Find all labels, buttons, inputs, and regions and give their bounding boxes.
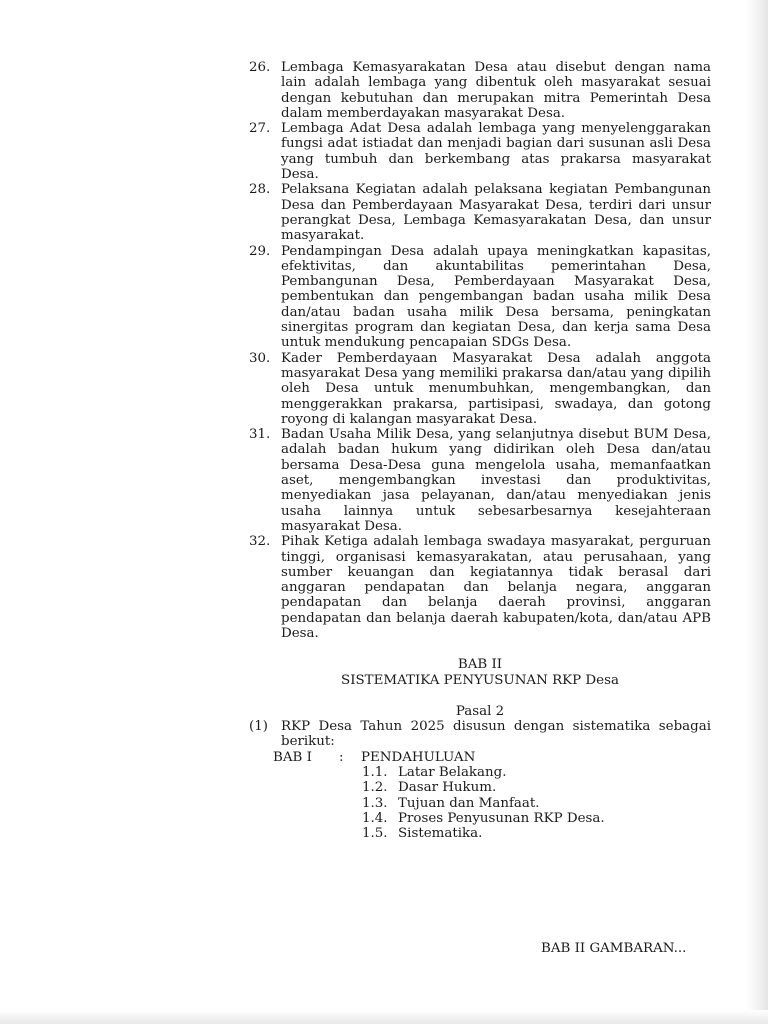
chapter-one-entry (273, 750, 711, 765)
item-number: 27. (249, 121, 271, 137)
article-paragraph-1 (249, 719, 711, 750)
sub-item-text: Latar Belakang. (398, 765, 507, 781)
sub-item-number: 1.4. (362, 810, 388, 826)
definition-item-26 (249, 60, 711, 121)
document-body (249, 60, 711, 842)
definition-item-31 (249, 427, 711, 534)
item-number: 32. (249, 534, 271, 550)
sub-item-number: 1.2. (362, 780, 388, 796)
chapter-subtitle: SISTEMATIKA PENYUSUNAN RKP Desa (341, 672, 619, 688)
item-number: 30. (249, 350, 271, 366)
next-page-catchword: BAB II GAMBARAN... (541, 941, 687, 956)
item-text: Lembaga Kemasyarakatan Desa atau disebut dengan nama lain adalah lembaga yang dibentuk oleh masyarakat sesuai dengan kebutuhan dan merupakan mitra Pemerintah Desa dalam memberdayakan masyarakat Desa. (281, 60, 711, 121)
sub-item-number: 1.1. (362, 765, 388, 781)
definition-item-32 (249, 534, 711, 641)
definition-item-30 (249, 351, 711, 427)
sub-item-text: Dasar Hukum. (398, 780, 497, 796)
item-text: Badan Usaha Milik Desa, yang selanjutnya disebut BUM Desa, adalah badan hukum yang didirikan oleh Desa dan/atau bersama Desa-Desa guna mengelola usaha, memanfaatkan aset, mengembangkan investasi dan produktivitas, menyediakan jasa pelayanan, dan/atau menyediakan jenis usaha lainnya untuk sebesarbesarnya kesejahteraan masyarakat Desa. (281, 427, 711, 534)
paragraph-text: RKP Desa Tahun 2025 disusun dengan sistematika sebagai berikut: (281, 719, 711, 750)
sub-item (362, 826, 711, 841)
sub-item-number: 1.5. (362, 826, 388, 842)
item-text: Pendampingan Desa adalah upaya meningkatkan kapasitas, efektivitas, dan akuntabilitas pemerintahan Desa, Pembangunan Desa, Pemberdayaan Masyarakat Desa, pembentukan dan pengembangan badan usaha milik Desa dan/atau badan usaha milik Desa bersama, peningkatan sinergitas program dan kegiatan Desa, dan kerja sama Desa untuk mendukung pencapaian SDGs Desa. (281, 243, 711, 351)
sub-item (362, 811, 711, 826)
definition-item-28 (249, 182, 711, 243)
definition-item-29 (249, 244, 711, 351)
chapter-title: BAB II (457, 657, 503, 673)
item-number: 29. (249, 243, 271, 259)
item-text: Kader Pemberdayaan Masyarakat Desa adalah anggota masyarakat Desa yang memiliki prakarsa dan/atau yang dipilih oleh Desa untuk menumbuhkan, mengembangkan, dan menggerakkan prakarsa, partisipasi, swadaya, dan gotong royong di kalangan masyarakat Desa. (281, 350, 711, 427)
item-text: Pelaksana Kegiatan adalah pelaksana kegiatan Pembangunan Desa dan Pemberdayaan Masyarakat Desa, terdiri dari unsur perangkat Desa, Lembaga Kemasyarakatan Desa, dan unsur masyarakat. (281, 182, 711, 244)
paragraph-number: (1) (249, 719, 268, 735)
item-text: Lembaga Adat Desa adalah lembaga yang menyelenggarakan fungsi adat istiadat dan menjadi bagian dari susunan asli Desa yang tumbuh dan berkembang atas prakarsa masyarakat Desa. (281, 121, 711, 183)
page-edge (746, 0, 768, 1024)
chapter-separator: : (339, 749, 344, 765)
sub-item (362, 796, 711, 811)
item-number: 26. (249, 60, 271, 75)
sub-item (362, 765, 711, 780)
sub-item-text: Tujuan dan Manfaat. (398, 795, 540, 811)
sub-item-text: Proses Penyusunan RKP Desa. (398, 810, 605, 826)
definition-item-27 (249, 121, 711, 182)
page-bottom-edge (0, 1010, 768, 1024)
chapter-name: PENDAHULUAN (361, 749, 476, 765)
sub-item (362, 780, 711, 795)
sub-item-number: 1.3. (362, 795, 388, 811)
article-title: Pasal 2 (455, 703, 505, 719)
item-number: 28. (249, 182, 271, 198)
item-text: Pihak Ketiga adalah lembaga swadaya masyarakat, perguruan tinggi, organisasi kemasyarakatan, atau perusahaan, yang sumber keuangan dan kegiatannya tidak berasal dari anggaran pendapatan dan belanja negara, anggaran pendapatan dan belanja daerah provinsi, anggaran pendapatan dan belanja daerah kabupaten/kota, dan/atau APB Desa. (281, 534, 711, 641)
sub-item-text: Sistematika. (398, 826, 483, 842)
item-number: 31. (249, 427, 271, 443)
chapter-label: BAB I (273, 749, 312, 765)
